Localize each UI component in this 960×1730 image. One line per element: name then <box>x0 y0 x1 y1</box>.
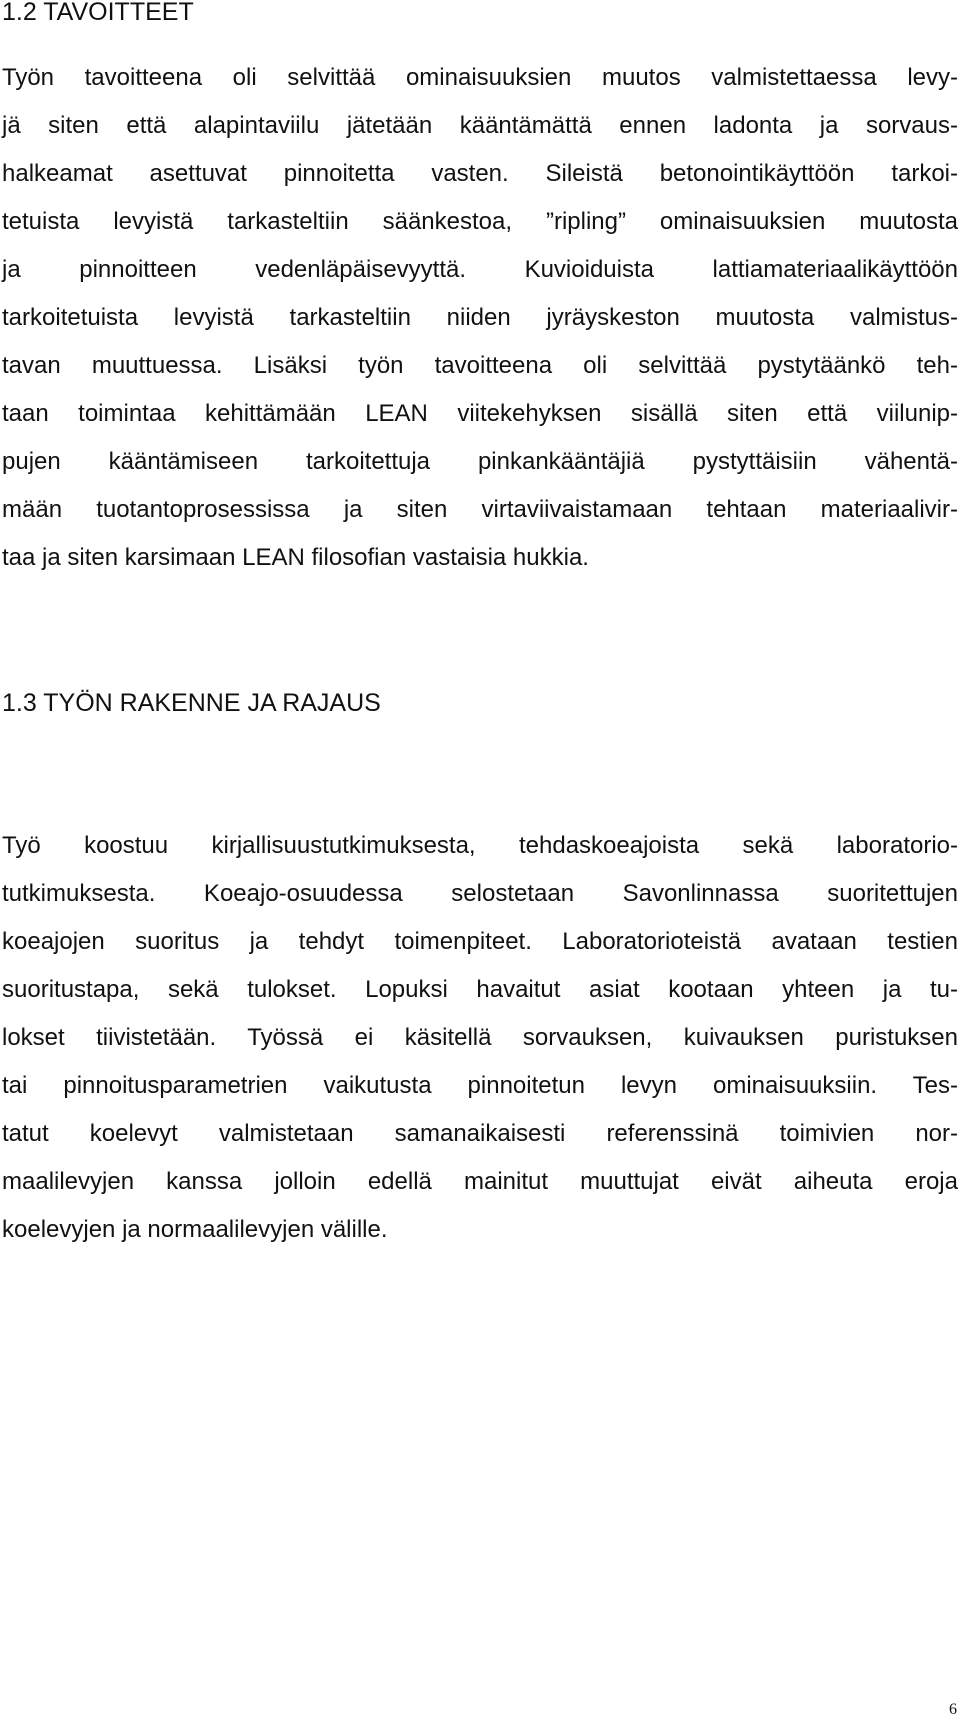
paragraph-rakenne-ja-rajaus <box>2 822 958 1254</box>
paragraph-tavoitteet <box>2 54 958 582</box>
text-line: tarkoitetuista levyistä tarkasteltiin niiden jyräyskeston muutosta valmistus- <box>2 304 958 331</box>
text-line: tutkimuksesta. Koeajo-osuudessa selostetaan Savonlinnassa suoritettujen <box>2 880 958 907</box>
text-line: taan toimintaa kehittämään LEAN viitekehyksen sisällä siten että viilunip- <box>2 400 958 427</box>
section-heading-rakenne-ja-rajaus: 1.3 TYÖN RAKENNE JA RAJAUS <box>2 689 381 717</box>
text-line: tai pinnoitusparametrien vaikutusta pinnoitetun levyn ominaisuuksiin. Tes- <box>2 1072 958 1099</box>
text-line: lokset tiivistetään. Työssä ei käsitellä sorvauksen, kuivauksen puristuksen <box>2 1024 958 1051</box>
text-line: koeajojen suoritus ja tehdyt toimenpiteet. Laboratorioteistä avataan testien <box>2 928 958 955</box>
text-line: koelevyjen ja normaalilevyjen välille. <box>2 1216 388 1243</box>
text-line: halkeamat asettuvat pinnoitetta vasten. Sileistä betonointikäyttöön tarkoi- <box>2 160 958 187</box>
text-line: tatut koelevyt valmistetaan samanaikaisesti referenssinä toimivien nor- <box>2 1120 958 1147</box>
text-line: maalilevyjen kanssa jolloin edellä mainitut muuttujat eivät aiheuta eroja <box>2 1168 958 1195</box>
text-line: jä siten että alapintaviilu jätetään kääntämättä ennen ladonta ja sorvaus- <box>2 112 958 139</box>
text-line: tavan muuttuessa. Lisäksi työn tavoitteena oli selvittää pystytäänkö teh- <box>2 352 958 379</box>
section-heading-tavoitteet: 1.2 TAVOITTEET <box>2 0 194 26</box>
text-line: taa ja siten karsimaan LEAN filosofian vastaisia hukkia. <box>2 544 589 571</box>
text-line: suoritustapa, sekä tulokset. Lopuksi havaitut asiat kootaan yhteen ja tu- <box>2 976 958 1003</box>
page-number: 6 <box>949 1701 957 1718</box>
text-line: Työ koostuu kirjallisuustutkimuksesta, tehdaskoeajoista sekä laboratorio- <box>2 832 958 859</box>
text-line: tetuista levyistä tarkasteltiin säänkestoa, ”ripling” ominaisuuksien muutosta <box>2 208 958 235</box>
text-line: pujen kääntämiseen tarkoitettuja pinkankääntäjiä pystyttäisiin vähentä- <box>2 448 958 475</box>
text-line: Työn tavoitteena oli selvittää ominaisuuksien muutos valmistettaessa levy- <box>2 64 958 91</box>
text-line: ja pinnoitteen vedenläpäisevyyttä. Kuvioiduista lattiamateriaalikäyttöön <box>2 256 958 283</box>
text-line: mään tuotantoprosessissa ja siten virtaviivaistamaan tehtaan materiaalivir- <box>2 496 958 523</box>
